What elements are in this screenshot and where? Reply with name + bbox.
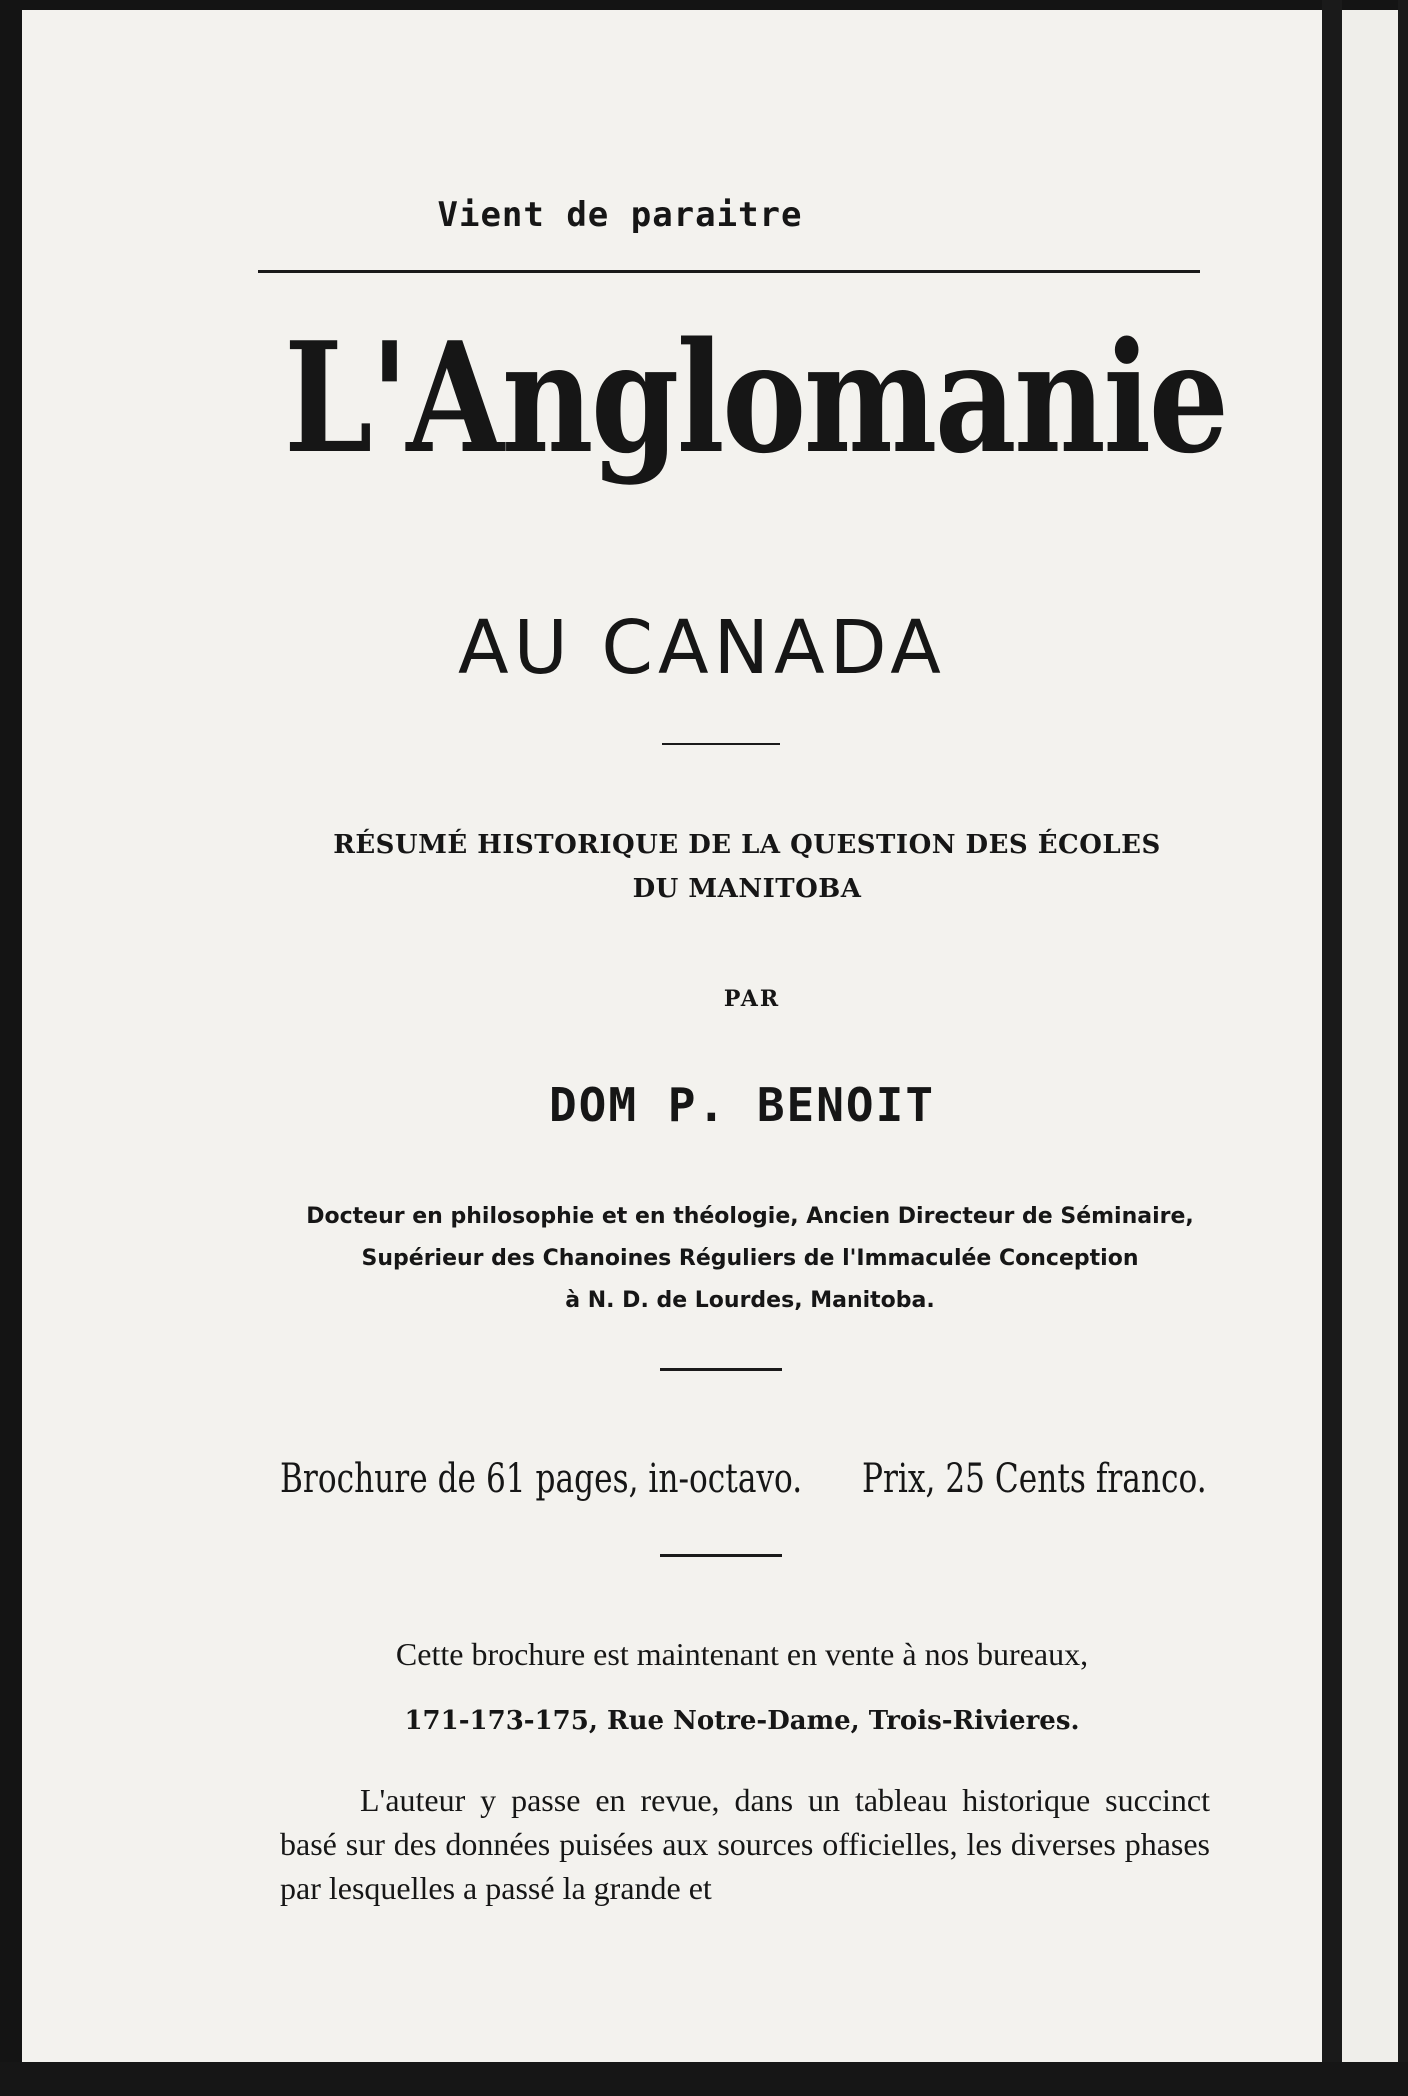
divider-rule-2 (660, 1368, 782, 1371)
author-credentials (270, 1196, 1230, 1322)
page (22, 10, 1322, 2062)
right-border (1398, 0, 1408, 2096)
office-address: 171-173-175, Rue Notre-Dame, Trois-Rivieres. (404, 1706, 1080, 1736)
brochure-details: Brochure de 61 pages, in-octavo. (280, 1456, 803, 1502)
title-au-canada: AU CANADA (458, 605, 946, 691)
divider-rule-1 (662, 743, 780, 745)
sale-announcement: Cette brochure est maintenant en vente à nos bureaux, (395, 1636, 1089, 1672)
subtitle-line-1: RÉSUMÉ HISTORIQUE DE LA QUESTION DES ÉCOLES (333, 830, 1161, 860)
body-paragraph: L'auteur y passe en revue, dans un tableau historique succinct basé sur des données puisées aux sources officielles, les diverses phases par lesquelles a passé la grande et (280, 1782, 1210, 1906)
price-details: Prix, 25 Cents franco. (862, 1456, 1207, 1502)
subtitle (267, 823, 1227, 911)
facing-page-edge (1342, 10, 1398, 2062)
credentials-line-1: Docteur en philosophie et en théologie, Ancien Directeur de Séminaire, (306, 1204, 1194, 1229)
header-rule (258, 270, 1200, 273)
subtitle-line-2: DU MANITOBA (632, 874, 862, 904)
bottom-border (0, 2062, 1408, 2096)
par-label: PAR (723, 986, 781, 1012)
title-anglomanie: L'Anglomanie (284, 308, 1227, 487)
credentials-line-2: Supérieur des Chanoines Réguliers de l'Immaculée Conception (361, 1246, 1139, 1271)
header-vient-de-paraitre: Vient de paraitre (437, 195, 803, 235)
divider-rule-3 (660, 1554, 782, 1557)
binding-shadow (1322, 0, 1342, 2096)
credentials-line-3: à N. D. de Lourdes, Manitoba. (565, 1288, 935, 1313)
author-name: DOM P. BENOIT (548, 1078, 936, 1132)
